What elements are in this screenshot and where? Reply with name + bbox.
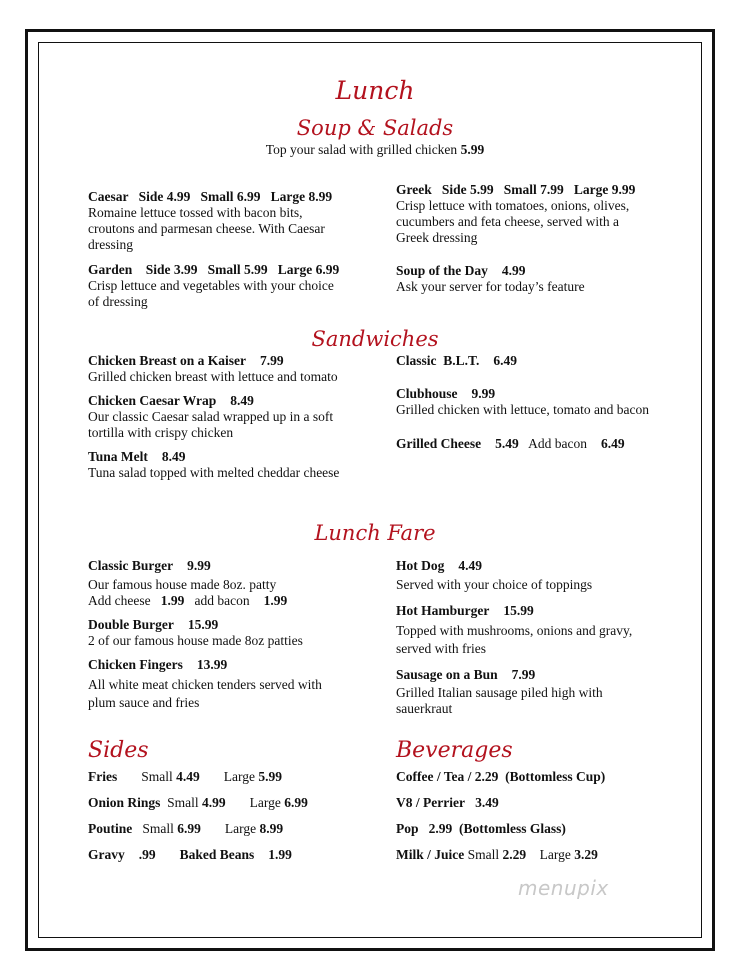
salad-note: Top your salad with grilled chicken 5.99 — [265, 142, 485, 157]
sandwiches-heading: Sandwiches — [311, 327, 439, 351]
pop-item: Pop 2.99 (Bottomless Glass) — [396, 821, 566, 836]
clubhouse-desc: Grilled chicken with lettuce, tomato and bacon — [396, 402, 650, 417]
classic-burger-addons: Add cheese 1.99 add bacon 1.99 — [88, 593, 288, 608]
greek-desc: Crisp lettuce with tomatoes, onions, olives, cucumbers and feta cheese, served with a Greek dressing — [396, 198, 630, 246]
chicken-fingers-desc: All white meat chicken tenders served with plum sauce and fries — [88, 677, 322, 710]
tuna-item: Tuna Melt 8.49 — [88, 449, 186, 464]
poutine-item: Poutine Small 6.99 Large 8.99 — [88, 821, 284, 836]
wrap-desc: Our classic Caesar salad wrapped up in a soft tortilla with crispy chicken — [88, 409, 334, 441]
grilled-cheese-item: Grilled Cheese 5.49 Add bacon 6.49 — [396, 436, 625, 451]
blt-item: Classic B.L.T. 6.49 — [396, 353, 518, 368]
garden-desc: Crisp lettuce and vegetables with your choice of dressing — [88, 278, 334, 310]
classic-burger-desc: Our famous house made 8oz. patty — [88, 577, 277, 592]
coffee-tea-item: Coffee / Tea / 2.29 (Bottomless Cup) — [396, 769, 606, 784]
beverages-heading: Beverages — [396, 738, 513, 763]
double-burger-desc: 2 of our famous house made 8oz patties — [88, 633, 303, 648]
sausage-item: Sausage on a Bun 7.99 — [396, 667, 536, 682]
menupix-watermark: menupix — [518, 876, 609, 900]
classic-burger-item: Classic Burger 9.99 — [88, 558, 211, 573]
fries-item: Fries Small 4.49 Large 5.99 — [88, 769, 282, 784]
v8-perrier-item: V8 / Perrier 3.49 — [396, 795, 499, 810]
sausage-desc: Grilled Italian sausage piled high with sauerkraut — [396, 685, 603, 717]
hot-dog-desc: Served with your choice of toppings — [396, 577, 593, 592]
wrap-item: Chicken Caesar Wrap 8.49 — [88, 393, 254, 408]
hot-dog-item: Hot Dog 4.49 — [396, 558, 482, 573]
soup-desc: Ask your server for today’s feature — [396, 279, 585, 294]
milk-juice-item: Milk / Juice Small 2.29 Large 3.29 — [396, 847, 598, 862]
kaiser-item: Chicken Breast on a Kaiser 7.99 — [88, 353, 284, 368]
hot-hamburger-desc: Topped with mushrooms, onions and gravy, served with fries — [396, 623, 633, 656]
soup-item: Soup of the Day 4.99 — [396, 263, 526, 278]
garden-item: Garden Side 3.99 Small 5.99 Large 6.99 — [88, 262, 340, 277]
gravy-item: Gravy .99 Baked Beans 1.99 — [88, 847, 292, 862]
clubhouse-item: Clubhouse 9.99 — [396, 386, 496, 401]
chicken-fingers-item: Chicken Fingers 13.99 — [88, 657, 228, 672]
greek-item: Greek Side 5.99 Small 7.99 Large 9.99 — [396, 182, 636, 197]
caesar-item: Caesar Side 4.99 Small 6.99 Large 8.99 — [88, 189, 333, 204]
caesar-desc: Romaine lettuce tossed with bacon bits, croutons and parmesan cheese. With Caesar dressing — [88, 205, 325, 253]
tuna-desc: Tuna salad topped with melted cheddar cheese — [88, 465, 340, 480]
menu-title: Lunch — [335, 76, 415, 105]
sides-heading: Sides — [88, 738, 149, 763]
lunch-fare-heading: Lunch Fare — [314, 521, 436, 545]
kaiser-desc: Grilled chicken breast with lettuce and tomato — [88, 369, 338, 384]
hot-hamburger-item: Hot Hamburger 15.99 — [396, 603, 534, 618]
soup-salads-heading: Soup & Salads — [296, 116, 454, 140]
double-burger-item: Double Burger 15.99 — [88, 617, 219, 632]
onion-rings-item: Onion Rings Small 4.99 Large 6.99 — [88, 795, 308, 810]
